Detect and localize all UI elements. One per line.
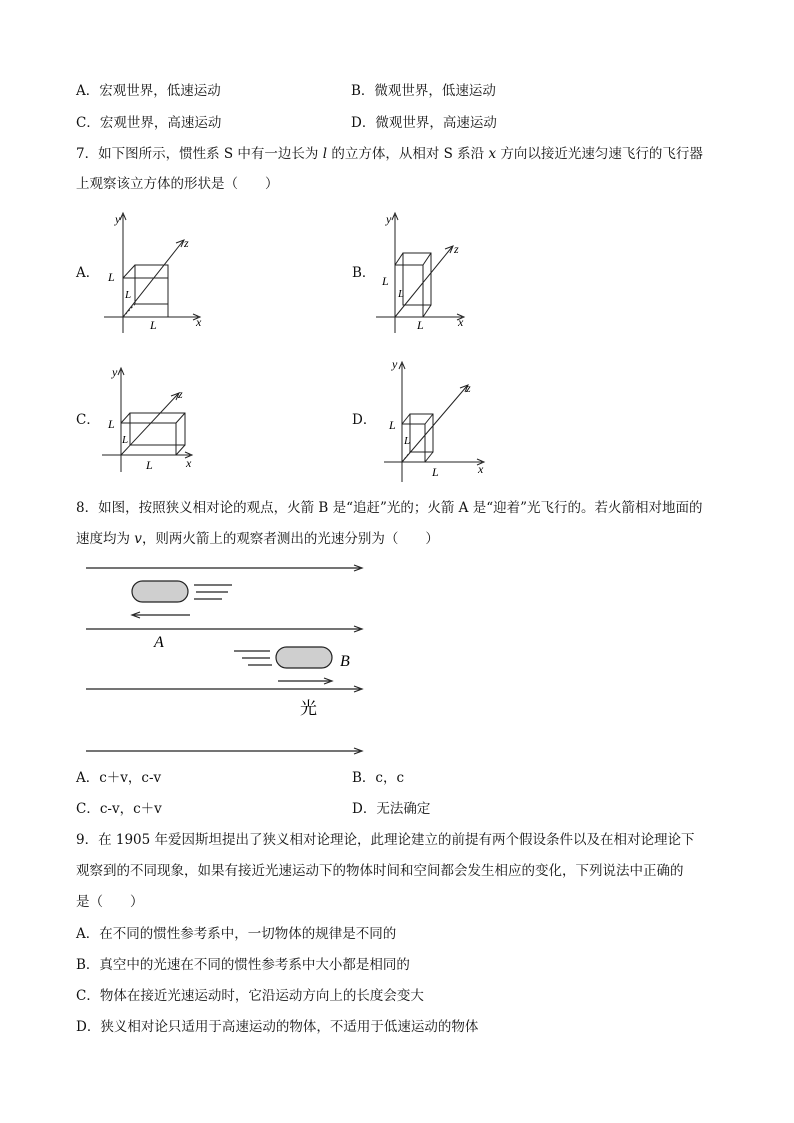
axis-y: y (112, 365, 118, 379)
axis-y: y (392, 357, 398, 371)
q8-option-a: A．c＋v，c-v (76, 770, 162, 786)
label-l: L (108, 270, 115, 284)
label-l: L (432, 465, 439, 479)
rocket-b-label: B (340, 653, 350, 670)
q6-option-c: C．宏观世界，高速运动 (76, 115, 222, 131)
axis-y: y (386, 212, 392, 226)
label-l: L (122, 434, 129, 446)
q7-stem-line2: 上观察该立方体的形状是（ ） (76, 176, 279, 192)
q9-option-a: A．在不同的惯性参考系中，一切物体的规律是不同的 (76, 926, 397, 942)
q7-figure-c (98, 358, 218, 476)
q8-option-d: D．无法确定 (352, 801, 431, 817)
q9-option-b: B．真空中的光速在不同的惯性参考系中大小都是相同的 (76, 957, 410, 973)
q9-stem-line3: 是（ ） (76, 894, 144, 910)
label-l: L (398, 288, 405, 300)
axis-x: x (478, 462, 484, 476)
q7-option-c-label: C． (76, 412, 100, 428)
rocket-a-label: A (154, 634, 164, 651)
q9-option-d: D．狭义相对论只适用于高速运动的物体，不适用于低速运动的物体 (76, 1019, 479, 1035)
label-l: L (417, 318, 424, 332)
axis-z: z (184, 236, 189, 250)
q7-figure-d (372, 352, 492, 484)
label-l: L (146, 458, 153, 472)
axis-y: y (115, 212, 121, 226)
q8-option-b: B．c，c (352, 770, 405, 786)
q8-stem-line1: 8．如图，按照狭义相对论的观点，火箭 B 是“追赶”光的；火箭 A 是“迎着”光飞行的。若火箭相对地面的 (76, 500, 703, 516)
q8-option-c: C．c-v，c＋v (76, 801, 162, 817)
axis-z: z (178, 387, 183, 401)
q8-stem-line2: 速度均为 v，则两火箭上的观察者测出的光速分别为（ ） (76, 531, 439, 547)
q7-option-a-label: A． (76, 265, 100, 281)
q7-stem-line1: 7．如下图所示，惯性系 S 中有一边长为 l 的立方体，从相对 S 系沿 x 方向以接近光速匀速飞行的飞行器 (76, 146, 703, 162)
label-l: L (150, 318, 157, 332)
q9-stem-line1: 9．在 1905 年爱因斯坦提出了狭义相对论理论，此理论建立的前提有两个假设条件以及在相对论理论下 (76, 832, 695, 848)
label-l: L (125, 289, 132, 301)
axis-x: x (196, 315, 202, 329)
light-label: 光 (300, 699, 317, 719)
label-l: L (108, 417, 115, 431)
axis-x: x (186, 456, 192, 470)
q9-option-c: C．物体在接近光速运动时，它沿运动方向上的长度会变大 (76, 988, 424, 1004)
q7-option-d-label: D． (352, 412, 377, 428)
label-l: L (382, 274, 389, 288)
q7-figure-a (98, 205, 218, 335)
q6-option-a: A．宏观世界，低速运动 (76, 83, 221, 99)
label-l: L (389, 418, 396, 432)
axis-z: z (466, 381, 471, 395)
axis-z: z (454, 242, 459, 256)
q7-option-b-label: B． (352, 265, 376, 281)
q7-figure-b (372, 205, 492, 335)
q6-option-d: D．微观世界，高速运动 (351, 115, 497, 131)
rocket-a-shape (132, 581, 188, 602)
rocket-b-shape (276, 647, 332, 668)
q8-figure (82, 558, 372, 758)
q6-option-b: B．微观世界，低速运动 (351, 83, 496, 99)
axis-x: x (458, 315, 464, 329)
label-l: L (404, 435, 411, 447)
q9-stem-line2: 观察到的不同现象，如果有接近光速运动下的物体时间和空间都会发生相应的变化，下列说法中正确的 (76, 863, 684, 879)
